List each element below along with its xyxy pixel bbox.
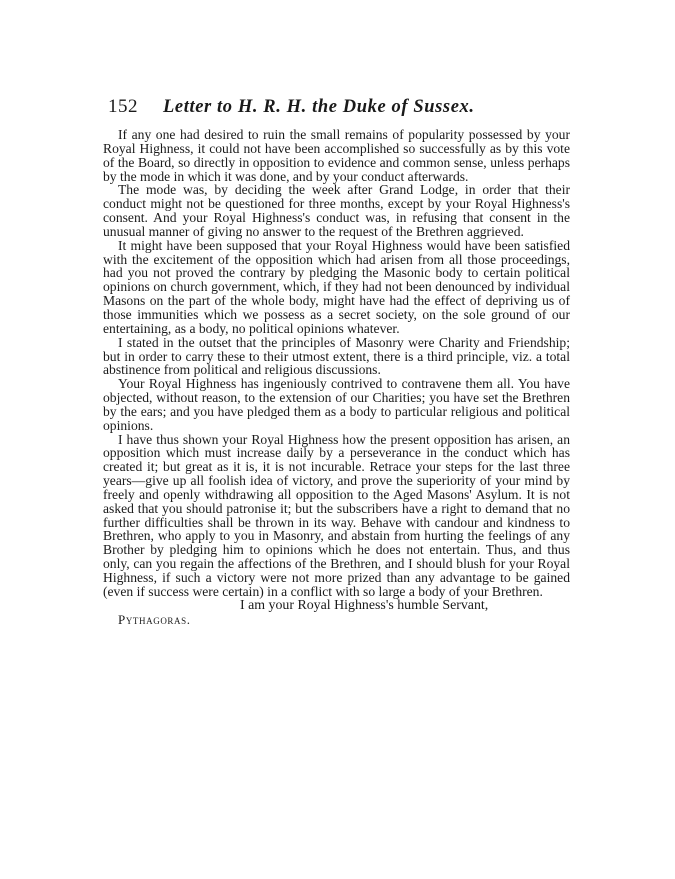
body-text (103, 128, 570, 626)
paragraph: Your Royal Highness has ingeniously contrived to contravene them all. You have objected, without reason, to the extension of our Charities; you have set the Brethren by the ears; and you have pledged them as a body to particular religious and political opinions. (103, 376, 570, 433)
letter-signature: Pythagoras. (118, 611, 191, 627)
page-number: 152 (108, 96, 138, 117)
running-title: Letter to H. R. H. the Duke of Sussex. (163, 97, 475, 117)
letter-closing: I am your Royal Highness's humble Servant, (240, 597, 489, 613)
paragraph: I stated in the outset that the principles of Masonry were Charity and Friendship; but in order to carry these to their utmost extent, there is a third principle, viz. a total abstinence from political and religious discussions. (103, 334, 570, 378)
paragraph: If any one had desired to ruin the small remains of popularity possessed by your Royal Highness, it could not have been accomplished so successfully as by this vote of the Board, so directly in opposition to evidence and common sense, unless perhaps by the mode in which it was done, and by your conduct afterwards. (103, 127, 570, 184)
paragraph: The mode was, by deciding the week after Grand Lodge, in order that their conduct might not be questioned for three months, except by your Royal Highness's consent. And your Royal Highness's conduct was, in refusing that consent in the unusual manner of giving no answer to the request of the Brethren aggrieved. (103, 182, 570, 239)
paragraph: I have thus shown your Royal Highness how the present opposition has arisen, an opposition which must increase daily by a perseverance in the conduct which has created it; but great as it is, it is not incurable. Retrace your steps for the last three years—give up all foolish idea of victory, and prove the superiority of your mind by freely and openly withdrawing all opposition to the Aged Masons' Asylum. It is not asked that you should patronise it; but the subscribers have a right to demand that no further difficulties shall be thrown in its way. Behave with candour and kindness to Brethren, who apply to you in Masonry, and abstain from hurting the feelings of any Brother by pledging him to opinions which he does not entertain. Thus, and thus only, can you regain the affections of the Brethren, and I should blush for your Royal Highness, if such a victory were not more prized than any advantage to be gained (even if success were certain) in a conflict with so large a body of your Brethren. (103, 431, 570, 599)
paragraph: It might have been supposed that your Royal Highness would have been satisfied with the excitement of the opposition which had arisen from all those proceedings, had you not proved the contrary by pledging the Masonic body to certain political opinions on church government, which, if they had not been denounced by individual Masons on the part of the whole body, might have had the effect of depriving us of those immunities which we possess as a secret society, on the sole ground of our entertaining, as a body, no political opinions whatever. (103, 237, 570, 336)
page-header (108, 96, 578, 118)
